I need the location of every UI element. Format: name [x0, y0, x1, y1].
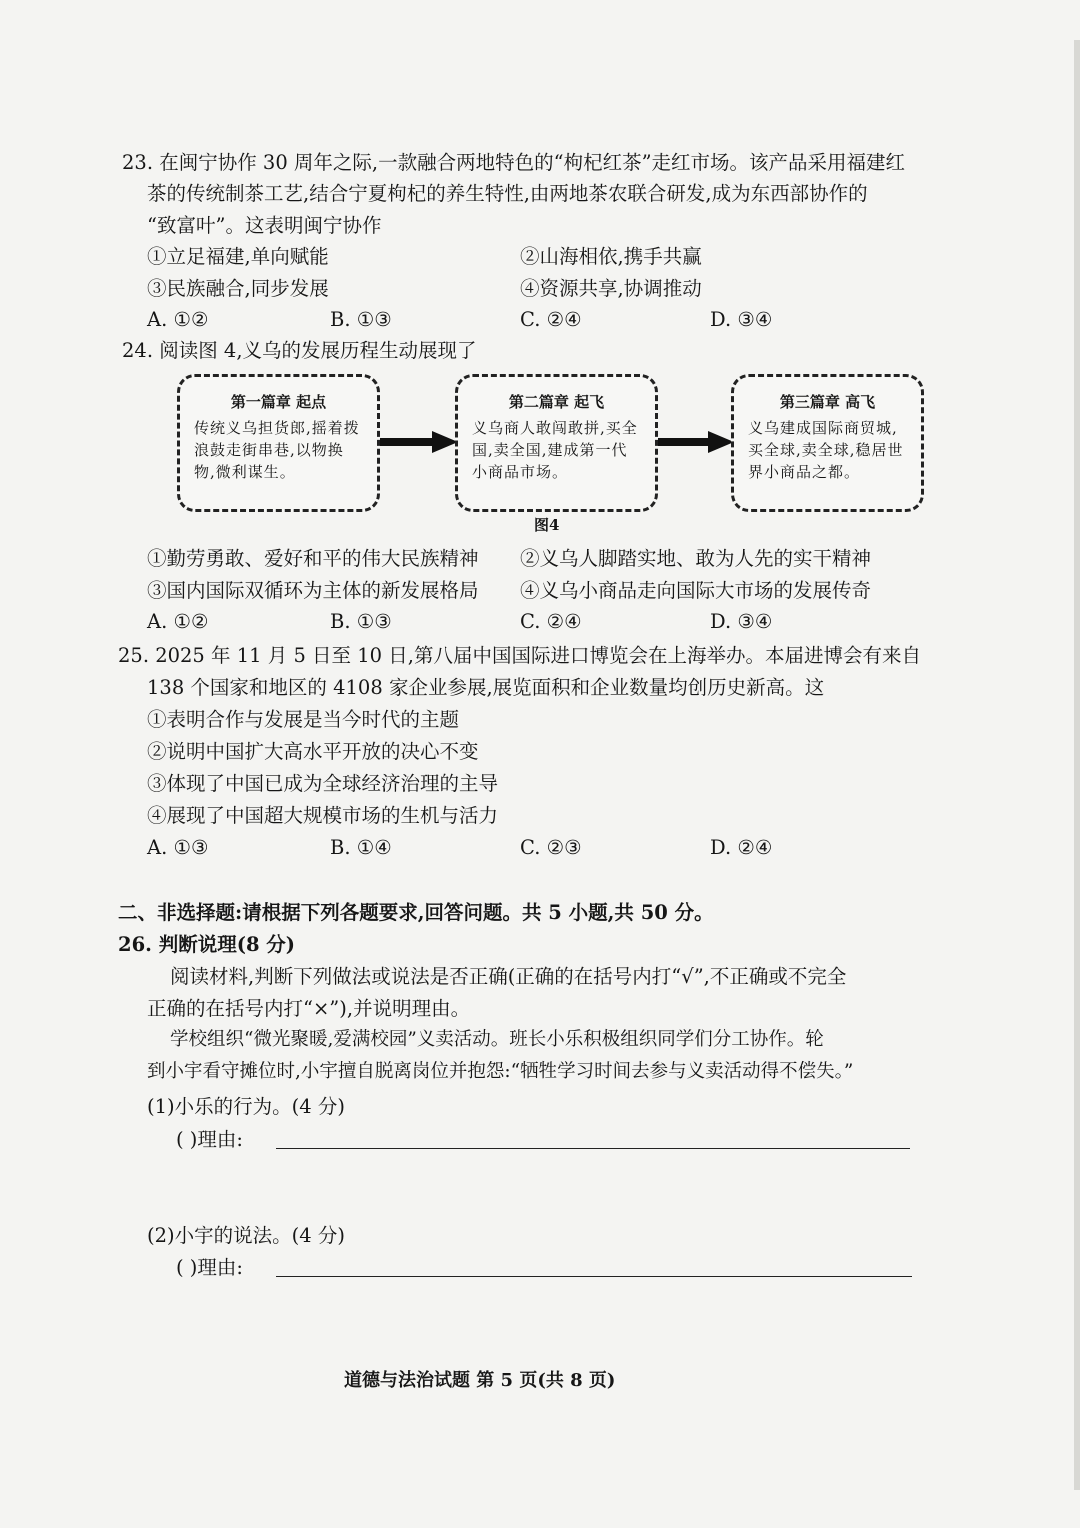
q26-sub-question-2: (2)小宇的说法。(4 分)	[147, 1224, 345, 1247]
q24-item-2: ②义乌人脚踏实地、敢为人先的实干精神	[520, 547, 872, 570]
answer-line-1[interactable]	[276, 1148, 910, 1149]
answer-line-2[interactable]	[276, 1276, 912, 1277]
q26-material-line-1: 学校组织“微光聚暖,爱满校园”义卖活动。班长小乐积极组织同学们分工协作。轮	[170, 1029, 824, 1050]
page-footer: 道德与法治试题 第 5 页(共 8 页)	[344, 1370, 616, 1391]
q23-item-1: ①立足福建,单向赋能	[147, 245, 329, 268]
q24-option-a: A. ①②	[147, 610, 209, 633]
q23-option-a: A. ①②	[147, 308, 209, 331]
q24-item-4: ④义乌小商品走向国际大市场的发展传奇	[520, 579, 872, 602]
q26-instruction-line-1: 阅读材料,判断下列做法或说法是否正确(正确的在括号内打“√”,不正确或不完全	[170, 965, 847, 988]
figure-box-chapter-1	[177, 374, 380, 512]
chapter-3-title: 第三篇章 高飞	[779, 393, 876, 411]
q25-stem-line-1: 25. 2025 年 11 月 5 日至 10 日,第八届中国国际进口博览会在上海举办。本届进博会有来自	[118, 644, 921, 667]
q25-stem-line-2: 138 个国家和地区的 4108 家企业参展,展览面积和企业数量均创历史新高。这	[147, 676, 825, 699]
page-edge-shadow	[1074, 40, 1080, 1490]
figure-box-chapter-2	[455, 374, 658, 512]
q24-stem: 24. 阅读图 4,义乌的发展历程生动展现了	[122, 339, 477, 362]
q26-instruction-line-2: 正确的在括号内打“×”),并说明理由。	[147, 997, 471, 1020]
q26-title: 26. 判断说理(8 分)	[118, 933, 296, 956]
q26-answer-prefix-1: ( )理由:	[176, 1128, 243, 1151]
q23-option-d: D. ③④	[710, 308, 773, 331]
q23-stem-line-2: 茶的传统制茶工艺,结合宁夏枸杞的养生特性,由两地茶农联合研发,成为东西部协作的	[147, 182, 868, 205]
section-2-heading: 二、非选择题:请根据下列各题要求,回答问题。共 5 小题,共 50 分。	[118, 901, 714, 924]
chapter-3-text: 义乌建成国际商贸城,买全球,卖全球,稳居世界小商品之都。	[748, 419, 904, 481]
q23-item-3: ③民族融合,同步发展	[147, 277, 329, 300]
q26-answer-prefix-2: ( )理由:	[176, 1256, 243, 1279]
q24-option-b: B. ①③	[330, 610, 392, 633]
q26-material-line-2: 到小宇看守摊位时,小宇擅自脱离岗位并抱怨:“牺牲学习时间去参与义卖活动得不偿失。”	[147, 1061, 854, 1082]
q25-option-a: A. ①③	[147, 836, 209, 859]
q24-option-d: D. ③④	[710, 610, 773, 633]
chapter-2-text: 义乌商人敢闯敢拼,买全国,卖全国,建成第一代小商品市场。	[472, 419, 638, 481]
chapter-1-title: 第一篇章 起点	[230, 393, 327, 411]
figure-caption: 图4	[534, 516, 560, 534]
q23-stem-line-1: 23. 在闽宁协作 30 周年之际,一款融合两地特色的“枸杞红茶”走红市场。该产品采用福建红	[122, 151, 906, 174]
q25-option-c: C. ②③	[520, 836, 582, 859]
arrow-right-icon	[658, 431, 734, 453]
q24-item-3: ③国内国际双循环为主体的新发展格局	[147, 579, 479, 602]
q23-item-4: ④资源共享,协调推动	[520, 277, 702, 300]
q25-item-2: ②说明中国扩大高水平开放的决心不变	[147, 740, 479, 763]
q23-option-c: C. ②④	[520, 308, 582, 331]
figure-box-chapter-3	[731, 374, 924, 512]
q25-option-d: D. ②④	[710, 836, 773, 859]
chapter-2-title: 第二篇章 起飞	[508, 393, 605, 411]
q24-option-c: C. ②④	[520, 610, 582, 633]
q25-item-1: ①表明合作与发展是当今时代的主题	[147, 708, 460, 731]
q25-option-b: B. ①④	[330, 836, 392, 859]
chapter-1-text: 传统义乌担货郎,摇着拨浪鼓走街串巷,以物换物,微利谋生。	[194, 419, 360, 481]
q24-item-1: ①勤劳勇敢、爱好和平的伟大民族精神	[147, 547, 479, 570]
arrow-right-icon	[380, 431, 458, 453]
q25-item-3: ③体现了中国已成为全球经济治理的主导	[147, 772, 499, 795]
q23-stem-line-3: “致富叶”。这表明闽宁协作	[147, 214, 382, 237]
q23-option-b: B. ①③	[330, 308, 392, 331]
q25-item-4: ④展现了中国超大规模市场的生机与活力	[147, 804, 499, 827]
q23-item-2: ②山海相依,携手共赢	[520, 245, 702, 268]
q26-sub-question-1: (1)小乐的行为。(4 分)	[147, 1095, 345, 1118]
